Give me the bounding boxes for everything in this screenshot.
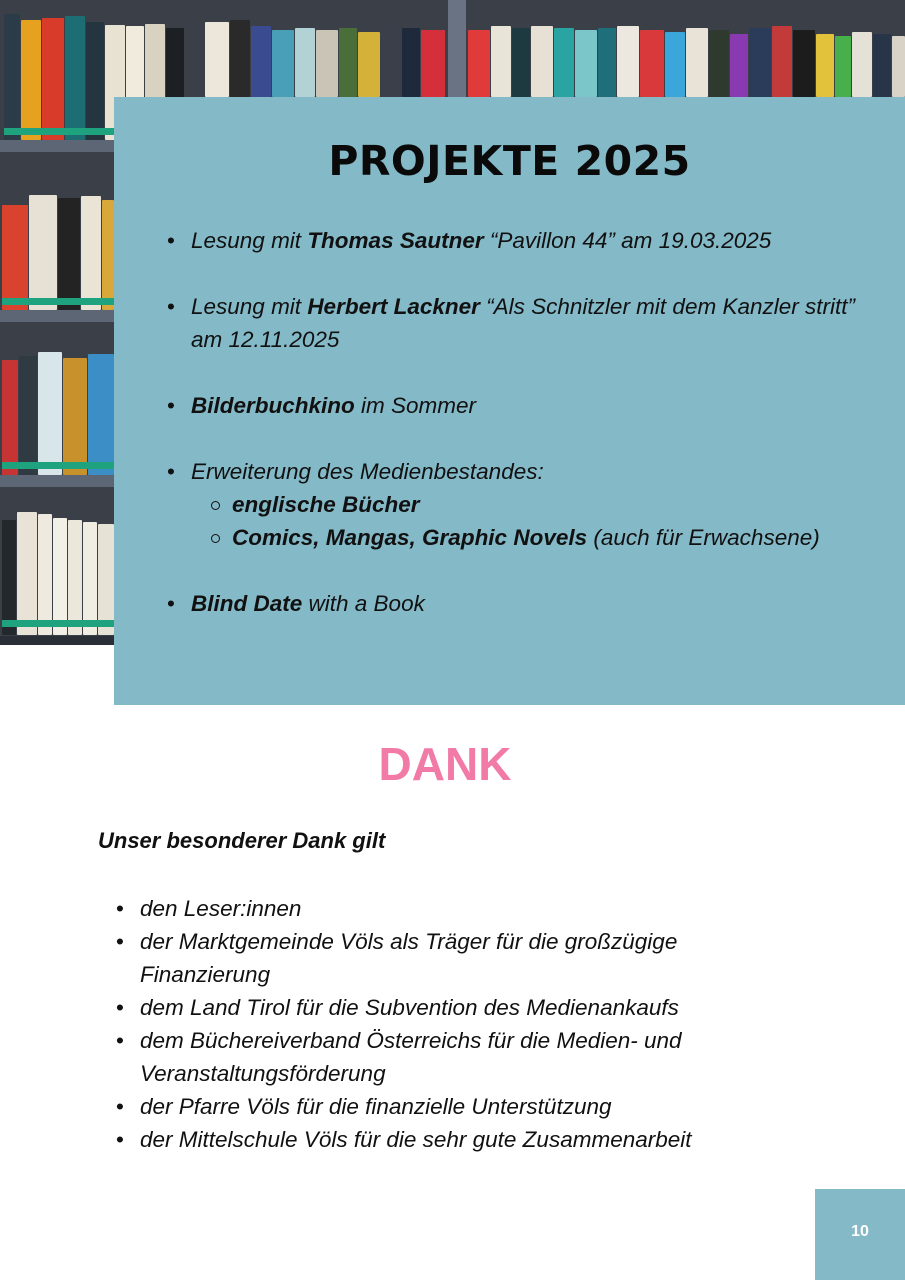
book-spine xyxy=(98,524,114,635)
book-spine xyxy=(19,356,37,475)
list-item: • dem Büchereiverband Österreichs für die Medien- und Veranstaltungsförderung xyxy=(140,1024,780,1090)
shelf-label-strip xyxy=(2,462,114,469)
book-spine xyxy=(86,22,104,140)
book-spine xyxy=(892,36,905,97)
thanks-title: DANK xyxy=(378,738,512,790)
book-spine xyxy=(816,34,834,97)
book-spine xyxy=(381,26,401,97)
book-spine xyxy=(2,205,28,310)
book-spine xyxy=(873,34,891,97)
book-spine xyxy=(598,28,616,97)
book-spine xyxy=(665,32,685,97)
book-spine xyxy=(38,514,52,635)
shelf-label-strip xyxy=(4,128,114,135)
book-spine xyxy=(205,22,229,97)
book-spine xyxy=(272,30,294,97)
book-spine xyxy=(835,36,851,97)
list-item: • der Pfarre Völs für die finanzielle Unterstützung xyxy=(140,1090,780,1123)
book-spine xyxy=(793,30,815,97)
book-spine xyxy=(339,28,357,97)
list-item: • Erweiterung des Medienbestandes: englische Bücher Comics, Mangas, Graphic Novels (auch für Erwachsene) xyxy=(191,455,881,554)
page-number-box xyxy=(815,1189,905,1280)
book-spine xyxy=(4,14,20,140)
list-item: • dem Land Tirol für die Subvention des Medienankaufs xyxy=(140,991,780,1024)
book-spine xyxy=(102,200,114,310)
book-spine xyxy=(17,512,37,635)
book-spine xyxy=(63,358,87,475)
book-spine xyxy=(81,196,101,310)
book-spine xyxy=(38,352,62,475)
book-spine xyxy=(421,30,445,97)
book-spine xyxy=(709,30,729,97)
book-spine xyxy=(29,195,57,310)
list-item: • Lesung mit Herbert Lackner “Als Schnitzler mit dem Kanzler stritt” am 12.11.2025 xyxy=(191,290,881,356)
book-spine xyxy=(554,28,574,97)
book-spine xyxy=(491,26,511,97)
projects-list xyxy=(191,224,881,653)
book-spine xyxy=(575,30,597,97)
book-spine xyxy=(83,522,97,635)
shelf-label-strip xyxy=(2,620,114,627)
book-spine xyxy=(531,26,553,97)
book-spine xyxy=(640,30,664,97)
book-spine xyxy=(358,32,380,97)
sublist-item: Comics, Mangas, Graphic Novels (auch für Erwachsene) xyxy=(232,521,881,554)
book-spine xyxy=(772,26,792,97)
book-spine xyxy=(617,26,639,97)
book-spine xyxy=(316,30,338,97)
book-spine xyxy=(852,32,872,97)
book-spine xyxy=(68,520,82,635)
book-spine xyxy=(686,28,708,97)
book-spine xyxy=(468,30,490,97)
book-spine xyxy=(42,18,64,140)
list-item: • der Marktgemeinde Völs als Träger für die großzügige Finanzierung xyxy=(140,925,780,991)
book-spine xyxy=(53,518,67,635)
list-item: • Blind Date with a Book xyxy=(191,587,881,620)
book-spine xyxy=(512,28,530,97)
media-sublist xyxy=(191,488,881,554)
thanks-intro: Unser besonderer Dank gilt xyxy=(98,828,386,853)
book-spine xyxy=(58,198,80,310)
book-spine xyxy=(749,28,771,97)
book-spine xyxy=(65,16,85,140)
book-spine xyxy=(251,26,271,97)
book-spine xyxy=(2,360,18,475)
projects-panel xyxy=(114,97,905,705)
sublist-item: englische Bücher xyxy=(232,488,881,521)
book-spine xyxy=(230,20,250,97)
book-spine xyxy=(295,28,315,97)
list-item: • Bilderbuchkino im Sommer xyxy=(191,389,881,422)
list-item: • der Mittelschule Völs für die sehr gute Zusammenarbeit xyxy=(140,1123,780,1156)
list-item: • den Leser:innen xyxy=(140,892,780,925)
shelf-label-strip xyxy=(2,298,114,305)
book-spine xyxy=(21,20,41,140)
list-item: • Lesung mit Thomas Sautner “Pavillon 44” am 19.03.2025 xyxy=(191,224,881,257)
book-spine xyxy=(402,28,420,97)
book-spine xyxy=(2,520,16,635)
book-spine xyxy=(730,34,748,97)
projects-title: PROJEKTE 2025 xyxy=(328,137,691,185)
thanks-list xyxy=(140,892,780,1156)
book-spine xyxy=(88,354,114,475)
page-number: 10 xyxy=(851,1223,869,1240)
